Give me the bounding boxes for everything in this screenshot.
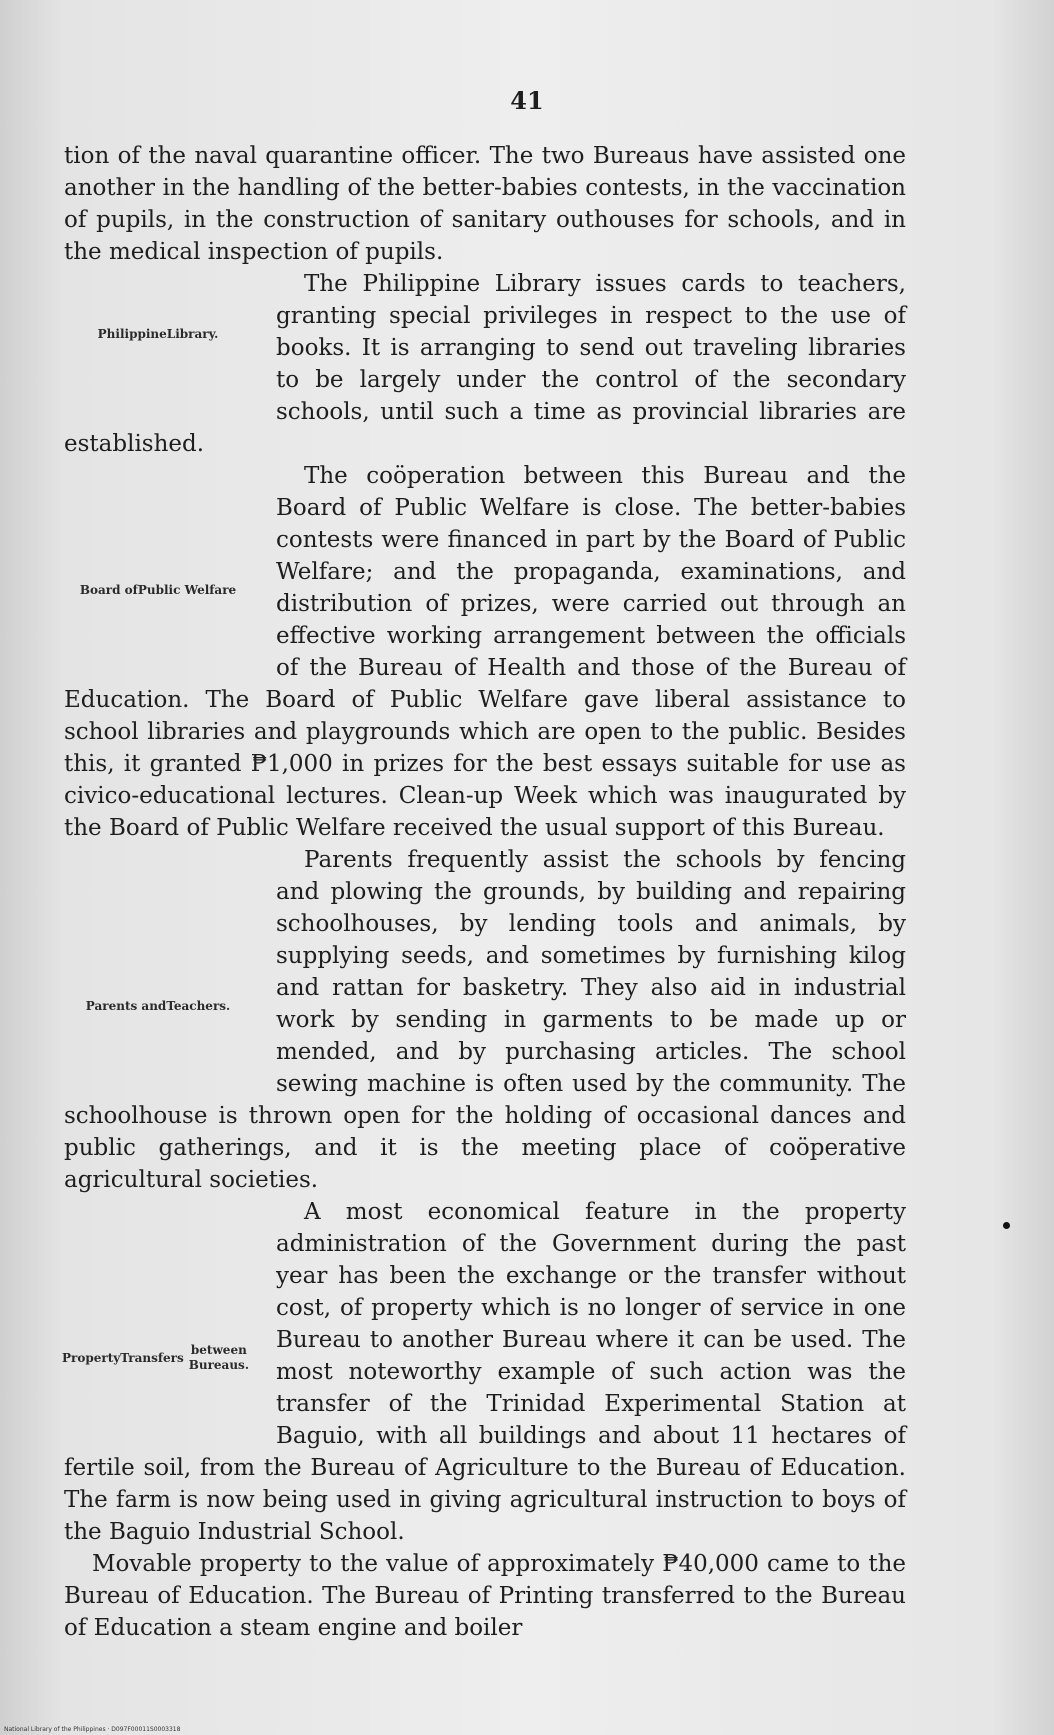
side-note-line: Board of [79,582,138,597]
paragraph-parents-teachers [64,844,906,1196]
side-note-line: Property [62,1350,121,1365]
side-note-public-welfare [62,526,254,654]
scan-footer: National Library of the Philippines · D097F00011S0003318 [4,1726,181,1733]
paragraph-property-transfers [64,1196,906,1548]
side-note-parents-teachers [62,942,254,1070]
side-note-line: Parents and [85,998,167,1013]
side-note-property-transfers [62,1294,254,1422]
side-note-philippine-library [62,270,254,398]
ink-dot-mark [1003,1222,1010,1229]
paragraph-quarantine: tion of the naval quarantine officer. The two Bureaus have assisted one another in the handling of the better-babies contests, in the vaccination of pupils, in the construction of sanitary outhouses for schools, and in the medical inspection of pupils. [64,143,906,265]
document-body [64,140,906,1644]
side-note-line: Transfers [120,1350,184,1365]
side-note-line: Philippine [97,326,167,341]
paragraph-text: Parents frequently assist the schools by fencing and plowing the grounds, by building and repairing schoolhouses, by lending tools and animals, by supplying seeds, and sometimes by furnishing kilog and rattan for basketry. They also aid in industrial work by sending in garments to be made up or mended, and by purchasing articles. The school sewing machine is often used by the community. The schoolhouse is thrown open for the holding of occasional dances and public gatherings, and it is the meeting place of coöperative agricultural societies. [64,847,906,1193]
paragraph-text: The coöperation between this Bureau and the Board of Public Welfare is close. The better-babies contests were financed in part by the Board of Public Welfare; and the propaganda, examinations, and distribution of prizes, were carried out through an effective working arrangement between the officials of the Bureau of Health and those of the Bureau of Education. The Board of Public Welfare gave liberal assistance to school libraries and playgrounds which are open to the public. Besides this, it granted ₱1,000 in prizes for the best essays suitable for use as civico-educational lectures. Clean-up Week which was inaugurated by the Board of Public Welfare received the usual support of this Bureau. [64,463,906,841]
side-note-line: Teachers. [166,998,231,1013]
side-note-line: Public Welfare [137,582,237,597]
page-number: 41 [510,86,544,115]
paragraph-public-welfare [64,460,906,844]
paragraph-text: A most economical feature in the property administration of the Government during the past year has been the exchange or the transfer without cost, of property which is no longer of service in one Bureau to another Bureau where it can be used. The most noteworthy example of such action was the transfer of the Trinidad Experimental Station at Baguio, with all buildings and about 11 hectares of fertile soil, from the Bureau of Agriculture to the Bureau of Education. The farm is now being used in giving agricultural instruction to boys of the Baguio Industrial School. [64,1199,906,1545]
paragraph-movable-property: Movable property to the value of approximately ₱40,000 came to the Bureau of Education. The Bureau of Printing transferred to the Bureau of Education a steam engine and boiler [64,1551,906,1641]
paragraph-philippine-library [64,268,906,460]
side-note-line: between Bureaus. [188,1343,249,1372]
side-note-line: Library. [166,326,219,341]
paragraph-text: The Philippine Library issues cards to teachers, granting special privileges in respect to the use of books. It is arranging to send out traveling libraries to be largely under the control of the secondary schools, until such a time as provincial libraries are established. [64,271,906,457]
